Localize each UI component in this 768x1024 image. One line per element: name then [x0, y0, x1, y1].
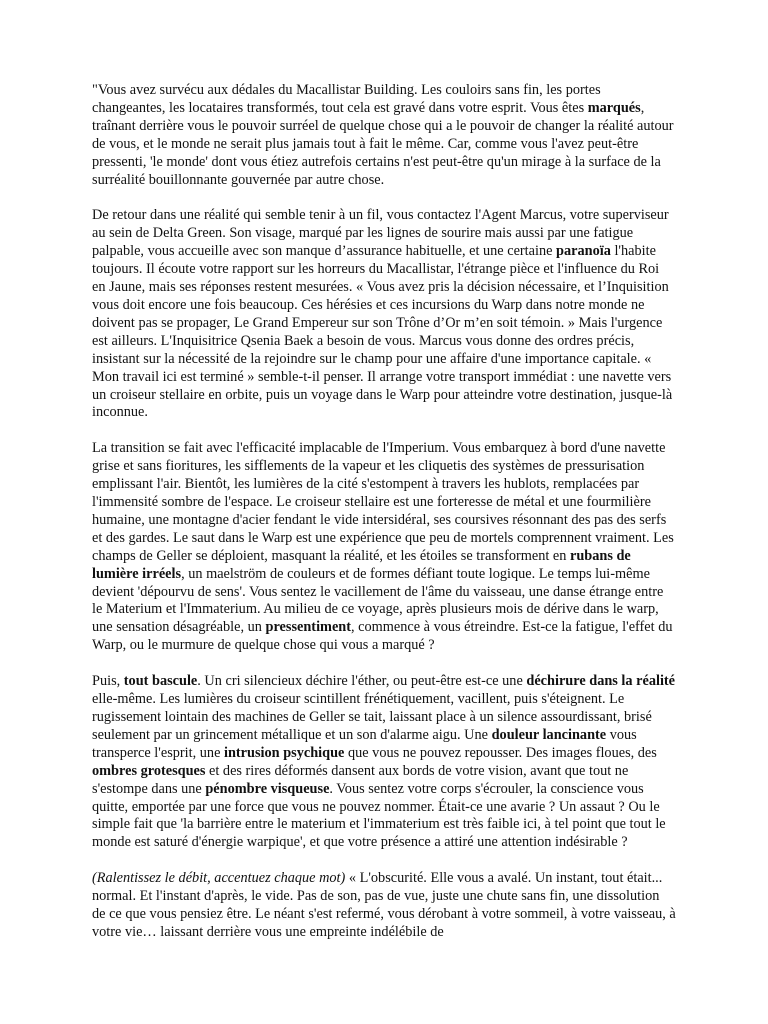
bold-text: déchirure dans la réalité [526, 673, 676, 690]
bold-text: pressentiment [265, 619, 352, 636]
bold-text: tout bascule [123, 673, 198, 690]
text-run: . Un cri silencieux déchire l'éther, ou peut-être est-ce une [197, 673, 527, 690]
text-run: La transition se fait avec l'efficacité implacable de l'Imperium. Vous embarquez à bord d'une navette grise et sans fioritures, les sifflements de la vapeur et les cliquetis des systèmes de pressurisation emplissant l'air. Bientôt, les lumières de la cité s'estompent à travers les hublots, remplacées par l'immensité sombre de l'espace. Le croiseur stellaire est une forteresse de métal et une fourmilière humaine, une montagne d'acier fendant le vide intersidéral, ses coursives résonnant des pas des serfs et des gardes. Le saut dans le Warp est une expérience que peu de mortels comprennent vraiment. Les champs de Geller se déploient, masquant la réalité, et les étoiles se transforment en [92, 440, 674, 564]
text-run: , un maelström de couleurs et de formes défiant toute logique. Le temps lui-même devient 'dépourvu de sens'. Vous sentez le vacillement de l'âme du vaisseau, une danse étrange entre le Materium et l'Immaterium. Au milieu de ce voyage, après plusieurs mois de dérive dans le warp, une sensation désagréable, un [92, 565, 664, 636]
bold-text: marqués [587, 99, 641, 116]
bold-text: douleur lancinante [491, 726, 607, 743]
text-run: , traînant derrière vous le pouvoir surréel de quelque chose qui a le pouvoir de changer la réalité autour de vous, et le monde ne serait plus jamais tout à fait le même. Car, comme vous l'avez peut-être pressenti, 'le monde' dont vous étiez autrefois certains n'est peut-être qu'un mirage à la surface de la surréalité bouillonnante gouvernée par autre chose. [92, 99, 674, 188]
text-run: vous transperce l'esprit, une [92, 726, 637, 761]
paragraph-2 [92, 207, 676, 422]
paragraph-4 [92, 673, 676, 852]
text-run: et des rires déformés dansent aux bords de votre vision, avant que tout ne s'estompe dans une [92, 762, 629, 797]
text-run: , commence à vous étreindre. Est-ce la fatigue, l'effet du Warp, ou le murmure de quelque chose qui vous a marqué ? [92, 619, 673, 654]
paragraph-5 [92, 870, 676, 942]
bold-text: ombres grotesques [92, 762, 206, 779]
paragraph-1 [92, 82, 676, 189]
bold-text: rubans de lumière irréels [92, 547, 631, 582]
text-run: « L'obscurité. Elle vous a avalé. Un instant, tout était... normal. Et l'instant d'après, le vide. Pas de son, pas de vue, juste une chute sans fin, une dissolution de ce que vous pensiez être. Le néant s'est refermé, vous dérobant à votre sommeil, à votre vaisseau, à votre vie… laissant derrière vous une empreinte indélébile de [92, 870, 676, 940]
italic-text: (Ralentissez le débit, accentuez chaque mot) [92, 870, 346, 887]
text-run: De retour dans une réalité qui semble tenir à un fil, vous contactez l'Agent Marcus, votre superviseur au sein de Delta Green. Son visage, marqué par les lignes de sourire mais aussi par une fatigue palpable, vous accueille avec son manque d’assurance habituelle, et une certaine [92, 207, 669, 260]
text-run: . Vous sentez votre corps s'écrouler, la conscience vous quitte, emportée par une force que vous ne pouvez nommer. Était-ce une avarie ? Un assaut ? Ou le simple fait que 'la barrière entre le materium et l'immaterium est très faible ici, à tel point que tout le monde est saturé d'énergie warpique', et que votre présence a attiré une attention indésirable ? [92, 780, 666, 851]
bold-text: intrusion psychique [224, 744, 345, 761]
text-run: "Vous avez survécu aux dédales du Macallistar Building. Les couloirs sans fin, les portes changeantes, les locataires transformés, tout cela est gravé dans votre esprit. Vous êtes [92, 82, 601, 116]
text-run: l'habite toujours. Il écoute votre rapport sur les horreurs du Macallistar, l'étrange pièce et l'influence du Roi en Jaune, mais ses réponses restent mesurées. « Vous avez pris la décision nécessaire, et l’Inquisition vous doit encore une fois beaucoup. Ces hérésies et ces incursions du Warp dans notre monde ne doivent pas se propager, Le Grand Empereur sur son Trône d’Or m’en soit témoin. » Mais l'urgence est ailleurs. L'Inquisitrice Qsenia Baek a besoin de vous. Marcus vous donne des ordres précis, insistant sur la nécessité de la rejoindre sur le champ pour une affaire d'une importance capitale. « Mon travail ici est terminé » semble-t-il penser. Il arrange votre transport immédiat : une navette vers un croiseur stellaire en orbite, puis un voyage dans le Warp pour atteindre votre destination, jusque-là inconnue. [92, 243, 673, 421]
bold-text: paranoïa [556, 243, 611, 260]
bold-text: pénombre visqueuse [205, 780, 330, 797]
text-run: que vous ne pouvez repousser. Des images floues, des [344, 744, 657, 761]
text-run: Puis, [92, 673, 124, 690]
paragraph-3 [92, 440, 676, 655]
text-run: elle-même. Les lumières du croiseur scintillent frénétiquement, vacillent, puis s'éteignent. Le rugissement lointain des machines de Geller se tait, laissant place à un silence assourdissant, brisé seulement par un grincement métallique et un son d'alarme aigu. Une [92, 691, 652, 743]
